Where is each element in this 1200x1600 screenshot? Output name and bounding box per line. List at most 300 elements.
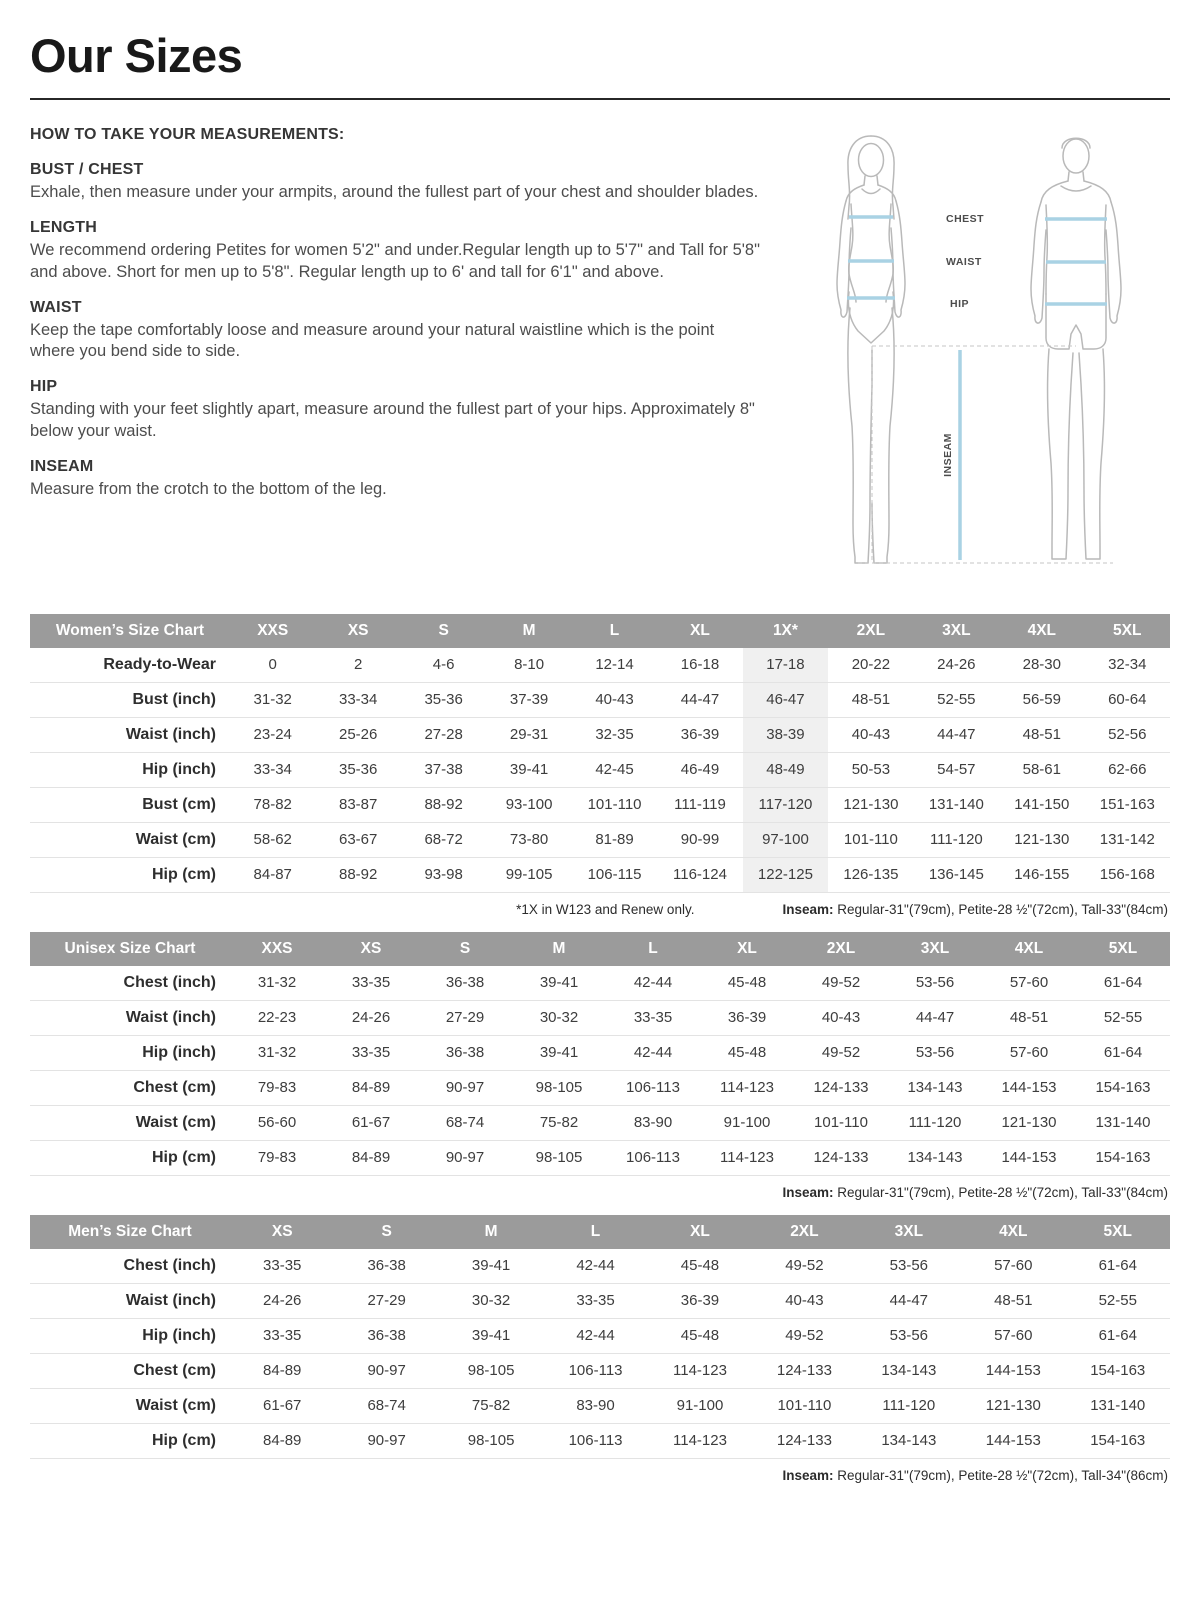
size-cell: 17-18 <box>743 648 828 683</box>
size-cell: 36-38 <box>367 1257 406 1275</box>
size-cell: 154-163 <box>1090 1432 1146 1450</box>
size-cell: 44-47 <box>937 726 976 744</box>
column-header: M <box>512 932 606 966</box>
size-cell: 84-89 <box>351 1149 391 1167</box>
size-cell: 106-113 <box>626 1079 680 1097</box>
instruction-length <box>30 219 762 284</box>
size-cell: 24-26 <box>937 656 976 674</box>
size-cell: 30-32 <box>471 1292 511 1310</box>
page-title: Our Sizes <box>30 29 243 82</box>
column-header: XS <box>230 1215 334 1249</box>
size-cell: 0 <box>268 656 277 674</box>
size-cell: 98-105 <box>535 1149 583 1167</box>
size-cell: 33-35 <box>351 1044 391 1062</box>
size-cell: 98-105 <box>467 1432 515 1450</box>
size-cell: 136-145 <box>928 866 984 884</box>
size-cell: 52-55 <box>1103 1009 1143 1027</box>
size-cell: 61-64 <box>1098 1257 1137 1275</box>
inseam-note-text: Regular-31"(79cm), Petite-28 ½"(72cm), Tall-34"(86cm) <box>837 1467 1168 1483</box>
size-cell: 131-142 <box>1099 831 1155 849</box>
title-divider <box>30 98 1170 100</box>
table-title: Men’s Size Chart <box>30 1215 230 1249</box>
column-header: L <box>572 614 657 648</box>
size-cell: 31-32 <box>257 974 297 992</box>
instruction-title: INSEAM <box>30 458 94 476</box>
row-label: Hip (inch) <box>142 760 216 778</box>
inseam-note-label: Inseam: <box>782 901 834 917</box>
table-row <box>30 787 1170 822</box>
size-cell: 29-31 <box>509 726 549 744</box>
size-cell: 60-64 <box>1108 691 1147 709</box>
column-header: XXS <box>230 932 324 966</box>
womens-inseam-note <box>782 902 1168 917</box>
size-cell: 144-153 <box>1001 1149 1057 1167</box>
size-cell: 63-67 <box>338 831 378 849</box>
size-cell: 106-113 <box>568 1362 623 1380</box>
size-cell: 131-140 <box>1095 1114 1151 1132</box>
table-title: Women’s Size Chart <box>30 614 230 648</box>
row-label: Hip (cm) <box>152 1148 216 1166</box>
unisex-inseam-note <box>782 1185 1168 1200</box>
size-cell: 40-43 <box>851 726 891 744</box>
size-cell: 8-10 <box>514 656 545 674</box>
row-label: Bust (cm) <box>142 795 216 813</box>
size-cell: 16-18 <box>680 656 720 674</box>
size-cell: 57-60 <box>994 1327 1033 1345</box>
column-header: 5XL <box>1085 614 1170 648</box>
size-cell: 75-82 <box>539 1114 579 1132</box>
size-cell: 48-51 <box>994 1292 1033 1310</box>
size-cell: 144-153 <box>985 1432 1041 1450</box>
size-cell: 83-90 <box>576 1397 615 1415</box>
size-cell: 52-55 <box>937 691 976 709</box>
size-cell: 124-133 <box>776 1362 832 1380</box>
size-cell: 126-135 <box>843 866 899 884</box>
size-cell: 114-123 <box>720 1079 774 1097</box>
row-label: Hip (cm) <box>152 1431 216 1449</box>
size-cell: 39-41 <box>539 974 579 992</box>
size-table <box>30 1215 1170 1459</box>
size-cell: 90-97 <box>445 1079 485 1097</box>
size-cell: 48-51 <box>1009 1009 1049 1027</box>
size-cell: 48-51 <box>1022 726 1061 744</box>
size-cell: 31-32 <box>253 691 292 709</box>
size-cell: 99-105 <box>505 866 553 884</box>
column-header: S <box>418 932 512 966</box>
size-cell: 124-133 <box>776 1432 832 1450</box>
mens-size-chart <box>30 1215 1170 1485</box>
size-cell: 27-28 <box>424 726 463 744</box>
size-cell: 68-74 <box>367 1397 406 1415</box>
row-label: Hip (inch) <box>142 1043 216 1061</box>
column-header: XL <box>648 1215 752 1249</box>
size-cell: 2 <box>354 656 363 674</box>
size-cell: 144-153 <box>1001 1079 1057 1097</box>
size-cell: 39-41 <box>471 1327 511 1345</box>
size-cell: 75-82 <box>471 1397 511 1415</box>
size-cell: 146-155 <box>1014 866 1070 884</box>
size-cell: 32-34 <box>1108 656 1147 674</box>
size-cell: 106-113 <box>568 1432 623 1450</box>
size-cell: 124-133 <box>813 1149 869 1167</box>
table-row <box>30 1353 1170 1388</box>
size-cell: 84-89 <box>263 1432 302 1450</box>
table-row <box>30 1070 1170 1105</box>
column-header: M <box>439 1215 543 1249</box>
column-header: 4XL <box>961 1215 1065 1249</box>
size-cell: 49-52 <box>821 974 861 992</box>
column-header: 4XL <box>999 614 1084 648</box>
size-cell: 36-38 <box>445 974 485 992</box>
instruction-title: WAIST <box>30 298 82 316</box>
body-measurement-figure <box>798 122 1170 580</box>
size-cell: 40-43 <box>595 691 634 709</box>
instruction-title: LENGTH <box>30 218 97 236</box>
instruction-inseam <box>30 458 762 501</box>
size-cell: 39-41 <box>471 1257 511 1275</box>
column-header: XXS <box>230 614 315 648</box>
size-cell: 134-143 <box>907 1149 963 1167</box>
size-cell: 84-87 <box>253 866 292 884</box>
column-header: 3XL <box>857 1215 961 1249</box>
inseam-note-label: Inseam: <box>782 1184 834 1200</box>
row-label: Ready-to-Wear <box>103 655 216 673</box>
table-row <box>30 1388 1170 1423</box>
size-cell: 37-38 <box>424 761 463 779</box>
column-header: 1X* <box>743 614 828 648</box>
size-cell: 154-163 <box>1090 1362 1146 1380</box>
header-row <box>30 932 1170 966</box>
size-cell: 44-47 <box>915 1009 955 1027</box>
size-cell: 48-51 <box>851 691 891 709</box>
size-cell: 46-49 <box>680 761 720 779</box>
size-cell: 42-44 <box>576 1257 615 1275</box>
size-cell: 53-56 <box>915 1044 955 1062</box>
size-cell: 61-64 <box>1098 1327 1137 1345</box>
size-cell: 154-163 <box>1095 1149 1151 1167</box>
female-figure <box>837 136 905 563</box>
size-cell: 12-14 <box>595 656 634 674</box>
size-cell: 58-61 <box>1022 761 1061 779</box>
size-cell: 53-56 <box>889 1327 929 1345</box>
size-cell: 106-115 <box>587 866 642 884</box>
size-cell: 78-82 <box>253 796 292 814</box>
table-row <box>30 1140 1170 1175</box>
size-cell: 56-60 <box>257 1114 297 1132</box>
size-cell: 121-130 <box>843 796 899 814</box>
size-cell: 30-32 <box>539 1009 579 1027</box>
size-cell: 121-130 <box>985 1397 1041 1415</box>
size-cell: 61-67 <box>351 1114 391 1132</box>
size-cell: 58-62 <box>253 831 292 849</box>
size-cell: 24-26 <box>263 1292 302 1310</box>
size-cell: 124-133 <box>813 1079 869 1097</box>
size-cell: 36-38 <box>367 1327 406 1345</box>
column-header: XL <box>700 932 794 966</box>
womens-footnotes <box>30 893 1170 919</box>
size-cell: 42-44 <box>576 1327 615 1345</box>
size-cell: 27-29 <box>367 1292 406 1310</box>
column-header: S <box>401 614 486 648</box>
size-cell: 61-64 <box>1103 1044 1143 1062</box>
size-cell: 33-35 <box>576 1292 615 1310</box>
size-cell: 114-123 <box>673 1432 727 1450</box>
size-cell: 61-67 <box>263 1397 302 1415</box>
unisex-size-chart <box>30 932 1170 1202</box>
size-cell: 39-41 <box>509 761 549 779</box>
row-label: Chest (inch) <box>123 1256 216 1274</box>
column-header: L <box>606 932 700 966</box>
size-cell: 48-49 <box>743 752 828 787</box>
size-charts <box>30 614 1170 1485</box>
size-cell: 33-35 <box>351 974 391 992</box>
row-label: Waist (inch) <box>125 1008 216 1026</box>
size-cell: 52-55 <box>1098 1292 1137 1310</box>
size-cell: 79-83 <box>257 1079 297 1097</box>
size-cell: 156-168 <box>1099 866 1155 884</box>
size-cell: 42-45 <box>595 761 634 779</box>
size-cell: 134-143 <box>907 1079 963 1097</box>
size-cell: 101-110 <box>814 1114 868 1132</box>
table-row <box>30 717 1170 752</box>
size-cell: 111-119 <box>674 796 726 814</box>
size-cell: 111-120 <box>929 831 983 849</box>
size-cell: 54-57 <box>937 761 976 779</box>
table-row <box>30 857 1170 892</box>
column-header: S <box>334 1215 438 1249</box>
size-cell: 36-38 <box>445 1044 485 1062</box>
size-cell: 84-89 <box>263 1362 302 1380</box>
row-label: Chest (inch) <box>123 973 216 991</box>
column-header: 3XL <box>888 932 982 966</box>
size-cell: 57-60 <box>1009 974 1049 992</box>
instruction-bust-chest <box>30 161 762 204</box>
row-label: Waist (cm) <box>135 1113 216 1131</box>
size-cell: 44-47 <box>680 691 720 709</box>
measurement-instructions <box>30 126 762 502</box>
size-cell: 134-143 <box>881 1432 937 1450</box>
size-cell: 121-130 <box>1014 831 1070 849</box>
size-cell: 114-123 <box>673 1362 727 1380</box>
size-cell: 35-36 <box>424 691 463 709</box>
column-header: 5XL <box>1066 1215 1171 1249</box>
size-cell: 57-60 <box>994 1257 1033 1275</box>
size-cell: 144-153 <box>985 1362 1041 1380</box>
size-cell: 101-110 <box>777 1397 832 1415</box>
table-row <box>30 1105 1170 1140</box>
size-cell: 42-44 <box>633 974 673 992</box>
size-cell: 52-56 <box>1108 726 1147 744</box>
row-label: Waist (inch) <box>125 725 216 743</box>
size-cell: 121-130 <box>1001 1114 1057 1132</box>
instruction-body: We recommend ordering Petites for women 5'2" and under.Regular length up to 5'7" and Tall for 5'8" and above. Short for men up to 5'8". Regular length up to 6' and tall for 6'1" and above. <box>30 240 760 281</box>
size-cell: 131-140 <box>1090 1397 1146 1415</box>
row-label: Chest (cm) <box>133 1361 216 1379</box>
size-cell: 98-105 <box>467 1362 515 1380</box>
size-cell: 61-64 <box>1103 974 1143 992</box>
size-cell: 91-100 <box>723 1114 771 1132</box>
inseam-note-text: Regular-31"(79cm), Petite-28 ½"(72cm), Tall-33"(84cm) <box>837 1184 1168 1200</box>
column-header: 2XL <box>828 614 913 648</box>
size-cell: 35-36 <box>338 761 378 779</box>
size-cell: 93-98 <box>424 866 463 884</box>
measurement-diagram <box>798 122 1170 585</box>
size-cell: 23-24 <box>253 726 292 744</box>
row-label: Waist (cm) <box>135 1396 216 1414</box>
column-header: M <box>486 614 571 648</box>
column-header: L <box>543 1215 647 1249</box>
size-cell: 91-100 <box>676 1397 724 1415</box>
table-row <box>30 682 1170 717</box>
size-cell: 117-120 <box>743 787 828 822</box>
size-cell: 50-53 <box>851 761 891 779</box>
inseam-label: INSEAM <box>942 432 954 477</box>
size-cell: 97-100 <box>743 822 828 857</box>
inseam-note-label: Inseam: <box>782 1467 834 1483</box>
size-cell: 53-56 <box>915 974 955 992</box>
size-cell: 33-35 <box>633 1009 673 1027</box>
one-x-note: *1X in W123 and Renew only. <box>516 901 695 917</box>
size-cell: 33-35 <box>263 1327 302 1345</box>
size-cell: 36-39 <box>680 1292 720 1310</box>
size-cell: 45-48 <box>680 1257 720 1275</box>
mens-footnotes <box>30 1459 1170 1485</box>
row-label: Hip (inch) <box>142 1326 216 1344</box>
table-row <box>30 966 1170 1001</box>
size-cell: 45-48 <box>727 1044 767 1062</box>
row-label: Hip (cm) <box>152 865 216 883</box>
inseam-guide-lines <box>858 346 1113 563</box>
row-label: Waist (inch) <box>125 1291 216 1309</box>
size-cell: 79-83 <box>257 1149 297 1167</box>
size-cell: 141-150 <box>1014 796 1070 814</box>
hip-label: HIP <box>950 297 970 310</box>
size-cell: 88-92 <box>424 796 463 814</box>
size-cell: 111-120 <box>882 1397 936 1415</box>
size-cell: 90-99 <box>680 831 720 849</box>
size-cell: 56-59 <box>1022 691 1061 709</box>
instructions-heading: HOW TO TAKE YOUR MEASUREMENTS: <box>30 125 345 143</box>
size-cell: 106-113 <box>626 1149 680 1167</box>
table-row <box>30 752 1170 787</box>
size-cell: 33-34 <box>338 691 378 709</box>
instruction-title: HIP <box>30 378 58 396</box>
column-header: 3XL <box>914 614 999 648</box>
size-cell: 93-100 <box>505 796 553 814</box>
size-cell: 68-74 <box>445 1114 485 1132</box>
size-cell: 90-97 <box>367 1362 406 1380</box>
size-cell: 45-48 <box>727 974 767 992</box>
size-cell: 33-35 <box>263 1257 302 1275</box>
size-cell: 42-44 <box>633 1044 673 1062</box>
instruction-waist <box>30 299 762 364</box>
size-cell: 36-39 <box>727 1009 767 1027</box>
size-cell: 46-47 <box>743 682 828 717</box>
size-cell: 36-39 <box>680 726 720 744</box>
instruction-title: BUST / CHEST <box>30 160 144 178</box>
table-title: Unisex Size Chart <box>30 932 230 966</box>
column-header: XL <box>657 614 742 648</box>
size-cell: 114-123 <box>720 1149 774 1167</box>
size-cell: 39-41 <box>539 1044 579 1062</box>
size-cell: 40-43 <box>785 1292 824 1310</box>
size-cell: 31-32 <box>257 1044 297 1062</box>
size-cell: 20-22 <box>851 656 891 674</box>
size-cell: 49-52 <box>785 1257 824 1275</box>
size-cell: 49-52 <box>785 1327 824 1345</box>
unisex-footnotes <box>30 1176 1170 1202</box>
size-cell: 33-34 <box>253 761 292 779</box>
size-cell: 83-90 <box>633 1114 673 1132</box>
table-row <box>30 1423 1170 1458</box>
womens-size-chart <box>30 614 1170 919</box>
table-row <box>30 1035 1170 1070</box>
size-cell: 24-26 <box>351 1009 391 1027</box>
size-cell: 88-92 <box>338 866 378 884</box>
measurement-guide-section <box>30 126 1170 586</box>
instruction-body: Standing with your feet slightly apart, measure around the fullest part of your hips. Approximately 8" below your waist. <box>30 400 755 441</box>
table-row <box>30 648 1170 683</box>
male-figure <box>1031 138 1121 559</box>
column-header: XS <box>315 614 400 648</box>
size-cell: 45-48 <box>680 1327 720 1345</box>
row-label: Chest (cm) <box>133 1078 216 1096</box>
size-cell: 98-105 <box>535 1079 583 1097</box>
size-cell: 81-89 <box>595 831 634 849</box>
table-row <box>30 1000 1170 1035</box>
table-row <box>30 1249 1170 1284</box>
instruction-hip <box>30 378 762 443</box>
size-cell: 111-120 <box>908 1114 962 1132</box>
size-cell: 101-110 <box>587 796 642 814</box>
size-cell: 73-80 <box>509 831 549 849</box>
size-cell: 40-43 <box>821 1009 861 1027</box>
size-cell: 57-60 <box>1009 1044 1049 1062</box>
size-cell: 62-66 <box>1108 761 1147 779</box>
mens-inseam-note <box>782 1468 1168 1483</box>
instruction-body: Measure from the crotch to the bottom of the leg. <box>30 480 387 499</box>
size-cell: 84-89 <box>351 1079 391 1097</box>
header-row <box>30 614 1170 648</box>
size-cell: 68-72 <box>424 831 463 849</box>
column-header: XS <box>324 932 418 966</box>
size-cell: 101-110 <box>843 831 898 849</box>
size-cell: 49-52 <box>821 1044 861 1062</box>
column-header: 4XL <box>982 932 1076 966</box>
instruction-body: Keep the tape comfortably loose and measure around your natural waistline which is the point where you bend side to side. <box>30 320 715 361</box>
row-label: Waist (cm) <box>135 830 216 848</box>
size-cell: 53-56 <box>889 1257 929 1275</box>
table-row <box>30 1318 1170 1353</box>
header-row <box>30 1215 1170 1249</box>
row-label: Bust (inch) <box>132 690 216 708</box>
column-header: 5XL <box>1076 932 1170 966</box>
size-cell: 32-35 <box>595 726 634 744</box>
size-cell: 154-163 <box>1095 1079 1151 1097</box>
size-cell: 131-140 <box>928 796 984 814</box>
size-table <box>30 932 1170 1176</box>
size-cell: 27-29 <box>445 1009 485 1027</box>
inseam-note-text: Regular-31"(79cm), Petite-28 ½"(72cm), Tall-33"(84cm) <box>837 901 1168 917</box>
size-cell: 4-6 <box>432 656 455 674</box>
column-header: 2XL <box>794 932 888 966</box>
size-cell: 122-125 <box>743 857 828 892</box>
table-row <box>30 1283 1170 1318</box>
table-row <box>30 822 1170 857</box>
column-header: 2XL <box>752 1215 856 1249</box>
size-cell: 151-163 <box>1099 796 1155 814</box>
size-cell: 90-97 <box>445 1149 485 1167</box>
